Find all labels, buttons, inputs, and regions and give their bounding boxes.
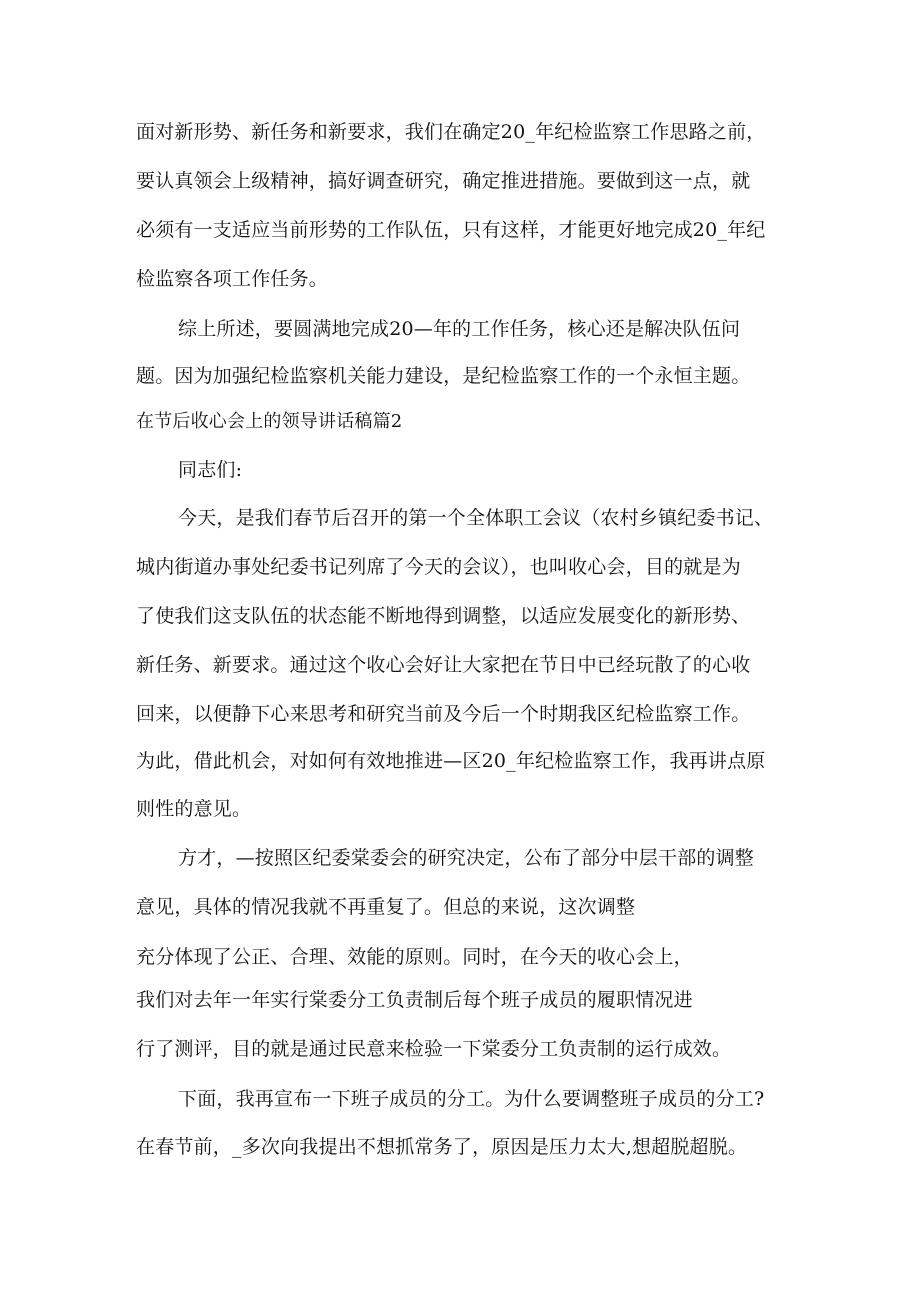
- paragraph-line: 题。因为加强纪检监察机关能力建设，是纪检监察工作的一个永恒主题。: [136, 365, 751, 387]
- paragraph-line: 新任务、新要求。通过这个收心会好让大家把在节日中已经玩散了的心收: [136, 654, 751, 676]
- paragraph-line: 充分体现了公正、合理、效能的原则。同时，在今天的收心会上，: [136, 946, 693, 968]
- paragraph-line: 检监察各项工作任务。: [136, 268, 329, 290]
- paragraph-line: 下面，我再宣布一下班子成员的分工。为什么要调整班子成员的分工?: [178, 1088, 765, 1110]
- paragraph-line: 城内街道办事处纪委书记列席了今天的会议），也叫收心会，目的就是为: [136, 556, 741, 578]
- paragraph-line: 今天，是我们春节后召开的第一个全体职工会议（农村乡镇纪委书记、: [178, 507, 774, 529]
- section-heading: 在节后收心会上的领导讲话稿篇2: [136, 411, 403, 432]
- paragraph-line: 面对新形势、新任务和新要求，我们在确定20_年纪检监察工作思路之前，: [136, 121, 766, 143]
- paragraph-line: 必须有一支适应当前形势的工作队伍，只有这样，才能更好地完成20_年纪: [136, 219, 766, 241]
- paragraph-line: 在春节前，_多次向我提出不想抓常务了，原因是压力太大,想超脱超脱。: [136, 1136, 748, 1158]
- paragraph-line: 则性的意见。: [136, 798, 252, 820]
- paragraph-line: 了使我们这支队伍的状态能不断地得到调整，以适应发展变化的新形势、: [136, 605, 751, 627]
- paragraph-line: 要认真领会上级精神，搞好调查研究，确定推进措施。要做到这一点，就: [136, 170, 751, 192]
- salutation: 同志们:: [178, 459, 243, 481]
- paragraph-line: 行了测评，目的就是通过民意来检验一下棠委分工负责制的运行成效。: [136, 1038, 732, 1060]
- paragraph-line: 方才，—按照区纪委棠委会的研究决定，公布了部分中层干部的调整: [178, 847, 755, 869]
- paragraph-line: 回来，以便静下心来思考和研究当前及今后一个时期我区纪检监察工作。: [136, 703, 751, 725]
- paragraph-line: 为此，借此机会，对如何有效地推进—区20_年纪检监察工作，我再讲点原: [136, 750, 766, 772]
- paragraph-line: 意见，具体的情况我就不再重复了。但总的来说，这次调整: [136, 896, 636, 918]
- paragraph-line: 我们对去年一年实行棠委分工负责制后每个班子成员的履职情况进: [136, 989, 693, 1011]
- paragraph-line: 综上所述，要圆满地完成20—年的工作任务，核心还是解决队伍问: [178, 318, 741, 340]
